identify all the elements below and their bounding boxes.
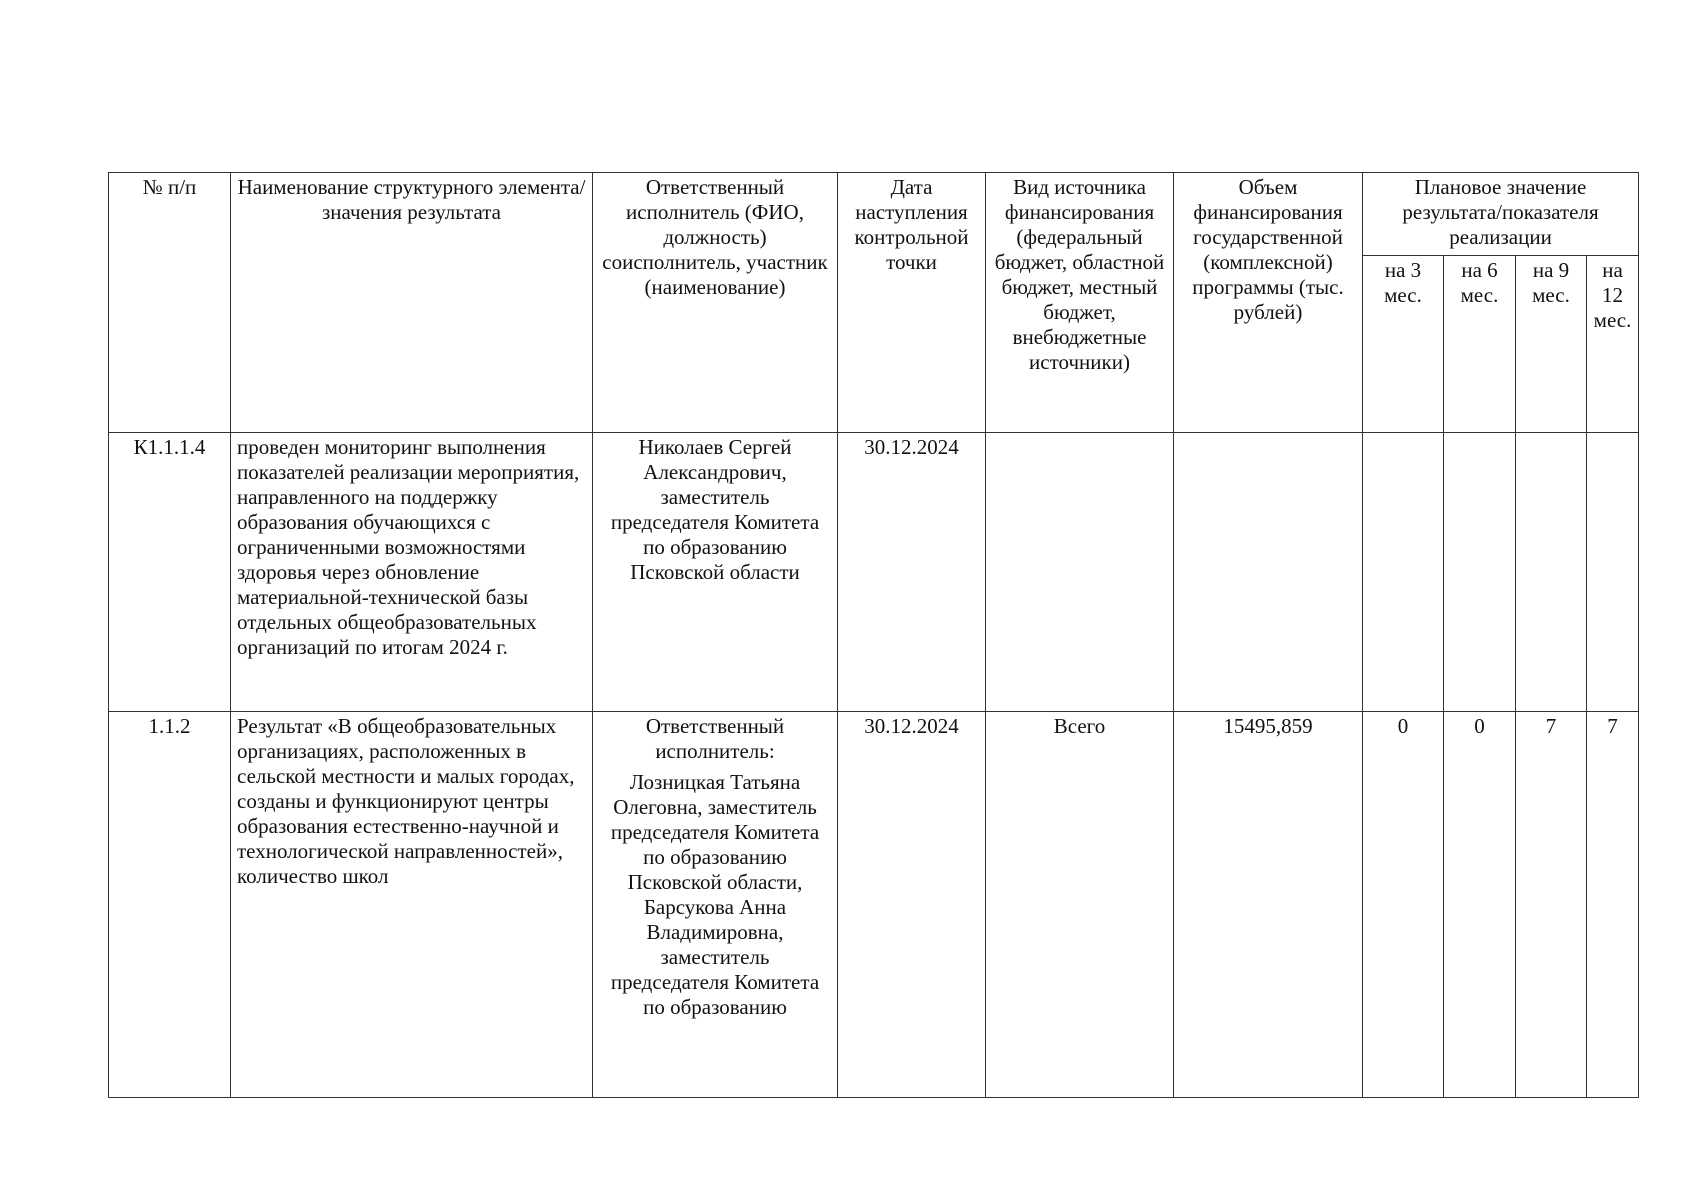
- responsible-label: Ответственный исполнитель:: [645, 714, 785, 763]
- row-responsible: [593, 712, 838, 1098]
- responsible-text: Лозницкая Татьяна Олеговна, заместитель председателя Комитета по образованию Псковской области, Барсукова Анна Владимировна, заместитель председателя Комитета по образованию: [610, 770, 820, 1019]
- header-12-months: на 12 мес.: [1587, 256, 1639, 433]
- plan-table: [108, 172, 1639, 1098]
- row-12-months: [1587, 433, 1639, 712]
- row-9-months: 7: [1516, 712, 1587, 1098]
- table-row: [109, 712, 1639, 1098]
- row-date: 30.12.2024: [838, 433, 986, 712]
- row-source: [986, 433, 1174, 712]
- header-num: № п/п: [109, 173, 231, 433]
- header-3-months: на 3 мес.: [1363, 256, 1444, 433]
- row-12-months: 7: [1587, 712, 1639, 1098]
- row-3-months: [1363, 433, 1444, 712]
- row-6-months: 0: [1444, 712, 1516, 1098]
- row-6-months: [1444, 433, 1516, 712]
- row-num: 1.1.2: [109, 712, 231, 1098]
- row-num: К1.1.1.4: [109, 433, 231, 712]
- row-responsible: [593, 433, 838, 712]
- table-row: [109, 433, 1639, 712]
- header-volume: Объем финансирования государственной (комплексной) программы (тыс. рублей): [1174, 173, 1363, 433]
- header-responsible: Ответственный исполнитель (ФИО, должность) соисполнитель, участник (наименование): [593, 173, 838, 433]
- row-name: проведен мониторинг выполнения показателей реализации мероприятия, направленного на поддержку образования обучающихся с ограниченными возможностями здоровья через обновление материальной-технической базы отдельных общеобразовательных организаций по итогам 2024 г.: [231, 433, 593, 712]
- row-3-months: 0: [1363, 712, 1444, 1098]
- header-date: Дата наступления контрольной точки: [838, 173, 986, 433]
- row-9-months: [1516, 433, 1587, 712]
- row-source: Всего: [986, 712, 1174, 1098]
- header-9-months: на 9 мес.: [1516, 256, 1587, 433]
- header-name: Наименование структурного элемента/ значения результата: [231, 173, 593, 433]
- header-plan: Плановое значение результата/показателя реализации: [1363, 173, 1639, 256]
- responsible-text: Николаев Сергей Александрович, заместитель председателя Комитета по образованию Псковской области: [610, 435, 820, 584]
- header-source: Вид источника финансирования (федеральный бюджет, областной бюджет, местный бюджет, внебюджетные источники): [986, 173, 1174, 433]
- row-name: Результат «В общеобразовательных организациях, расположенных в сельской местности и малых городах, созданы и функционируют центры образования естественно-научной и технологической направленностей», количество школ: [231, 712, 593, 1098]
- row-volume: 15495,859: [1174, 712, 1363, 1098]
- row-volume: [1174, 433, 1363, 712]
- row-date: 30.12.2024: [838, 712, 986, 1098]
- header-row: [109, 173, 1639, 256]
- document-page: [108, 172, 1639, 1098]
- header-6-months: на 6 мес.: [1444, 256, 1516, 433]
